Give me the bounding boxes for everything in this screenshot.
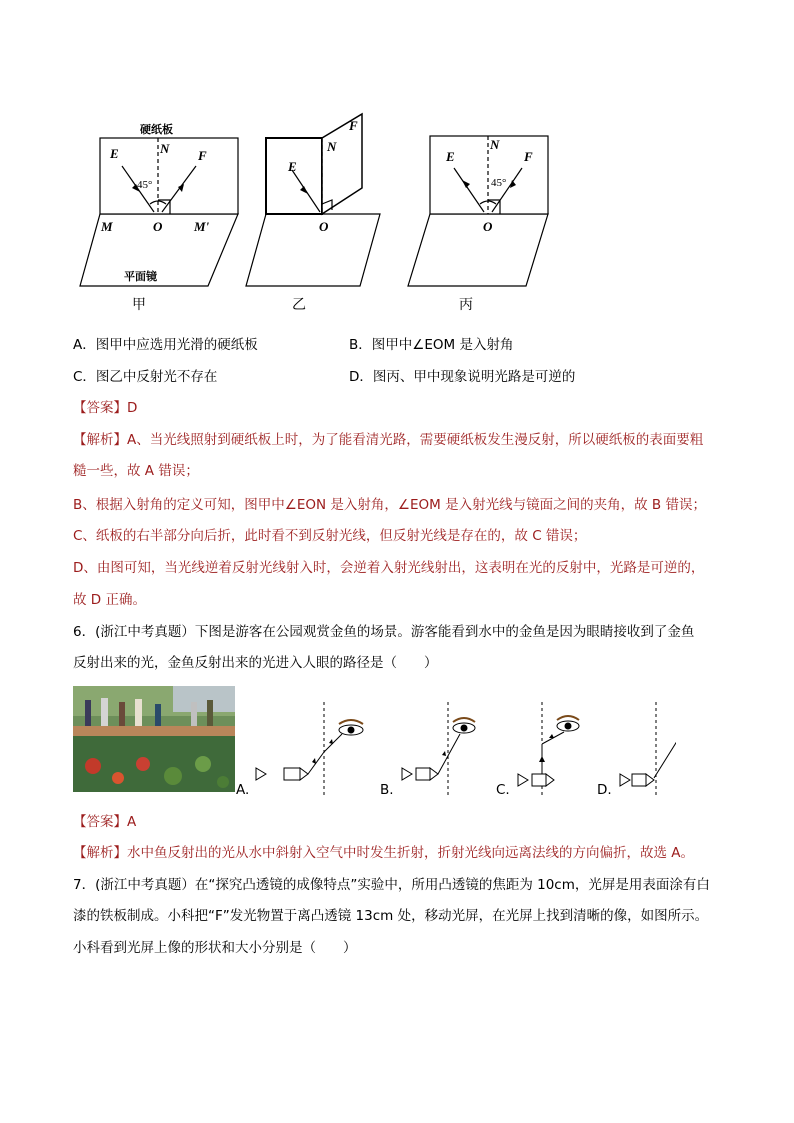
q5-analysis-line4: C、纸板的右半部分向后折，此时看不到反射光线，但反射光线是存在的，故 C 错误； — [73, 528, 587, 544]
label-angle-bing: 45° — [491, 177, 507, 189]
q7-stem-line2: 漆的铁板制成。小科把“F”发光物置于离凸透镜 13cm 处，移动光屏，在光屏上找到清晰的像，如图所示。 — [73, 908, 709, 924]
label-E-bing: E — [446, 149, 455, 164]
q5-answer: 【答案】D — [73, 400, 138, 416]
q5-option-c: C．图乙中反射光不存在 — [73, 369, 218, 385]
q5-option-a: A．图甲中应选用光滑的硬纸板 — [73, 337, 258, 353]
mirror-plane-bing — [408, 214, 548, 286]
q5-option-b: B．图甲中∠EOM 是入射角 — [349, 337, 514, 353]
q6-option-b-label: B. — [380, 782, 394, 798]
label-F-jia: F — [198, 148, 207, 163]
q6-stem-line1: 6．(浙江中考真题）下图是游客在公园观赏金鱼的场景。游客能看到水中的金鱼是因为眼睛接收到了金鱼 — [73, 624, 695, 640]
mirror-plane-yi — [246, 214, 380, 286]
q6-option-c-label: C. — [496, 782, 510, 798]
label-O-jia: O — [153, 219, 163, 234]
q5-analysis-line2: 糙一些，故 A 错误； — [73, 463, 199, 479]
q7-stem-line1: 7．(浙江中考真题）在“探究凸透镜的成像特点”实验中，所用凸透镜的焦距为 10cm，光屏是用表面涂有白 — [73, 877, 710, 893]
caption-bing: 丙 — [459, 297, 473, 313]
label-E-yi: E — [288, 159, 297, 174]
label-F-bing: F — [524, 149, 533, 164]
label-N-yi: N — [327, 139, 337, 154]
q6-stem-line2: 反射出来的光，金鱼反射出来的光进入人眼的路径是（ ） — [73, 655, 438, 671]
label-N-jia: N — [160, 141, 170, 156]
label-O-bing: O — [483, 219, 493, 234]
mirror-label: 平面镜 — [124, 270, 157, 283]
park-goldfish-photo — [73, 686, 235, 792]
label-N-bing: N — [490, 137, 500, 152]
label-E-jia: E — [110, 146, 119, 161]
q5-analysis-line6: 故 D 正确。 — [73, 592, 146, 608]
q5-analysis-line3: B、根据入射角的定义可知，图甲中∠EON 是入射角，∠EOM 是入射光线与镜面之间的夹角，故 B 错误； — [73, 497, 706, 513]
q7-stem-line3: 小科看到光屏上像的形状和大小分别是（ ） — [73, 940, 357, 956]
q5-analysis-line1: 【解析】A、当光线照射到硬纸板上时，为了能看清光路，需要硬纸板发生漫反射，所以硬纸板的表面要粗 — [73, 432, 704, 448]
label-M-prime: M' — [194, 219, 210, 234]
label-M: M — [101, 219, 113, 234]
caption-jia: 甲 — [132, 297, 146, 313]
q6-option-d-label: D. — [597, 782, 612, 798]
q6-analysis: 【解析】水中鱼反射出的光从水中斜射入空气中时发生折射，折射光线向远离法线的方向偏折，故选 A。 — [73, 845, 695, 861]
q6-answer: 【答案】A — [73, 814, 137, 830]
label-O-yi: O — [319, 219, 329, 234]
cardboard-label: 硬纸板 — [140, 123, 173, 136]
cardboard-bing — [430, 136, 548, 214]
label-F-yi: F — [349, 118, 358, 133]
q5-option-d: D．图丙、甲中现象说明光路是可逆的 — [349, 369, 576, 385]
q5-analysis-line5: D、由图可知，当光线逆着反射光线射入时，会逆着入射光线射出，这表明在光的反射中，光路是可逆的， — [73, 560, 705, 576]
q6-option-a-label: A. — [236, 782, 250, 798]
label-angle-jia: 45° — [137, 179, 153, 191]
caption-yi: 乙 — [292, 297, 306, 313]
